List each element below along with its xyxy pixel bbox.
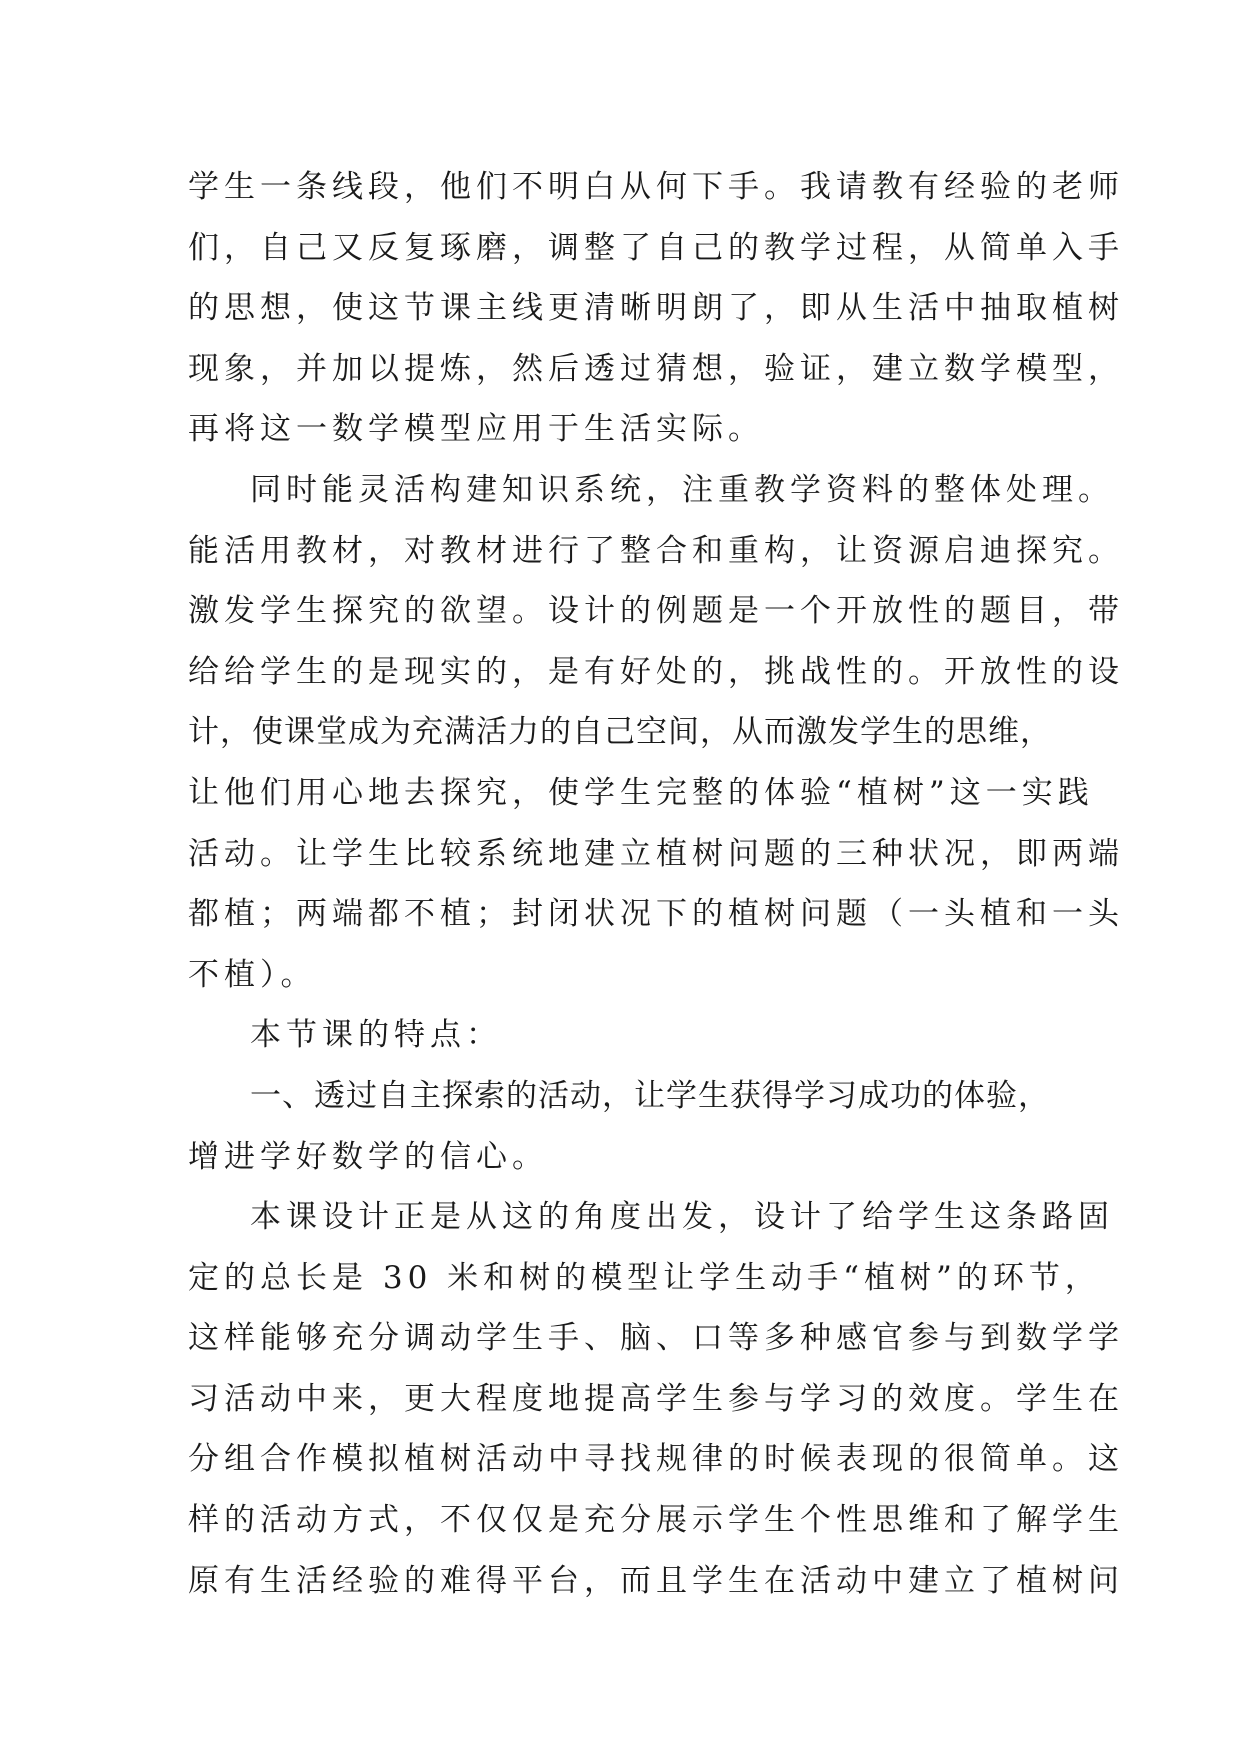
text-line: 样的活动方式，不仅仅是充分展示学生个性思维和了解学生 [188,1502,1124,1539]
text-line: 学生一条线段，他们不明白从何下手。我请教有经验的老师 [188,169,1124,205]
text-line: 增进学好数学的信心。 [188,1138,548,1175]
text-line: 这样能够充分调动学生手、脑、口等多种感官参与到数学学 [188,1320,1124,1357]
paragraph-start-line: 同时能灵活构建知识系统，注重教学资料的整体处理。 [250,471,1114,508]
text-line: 原有生活经验的难得平台，而且学生在活动中建立了植树问 [188,1562,1124,1599]
document-body [188,157,1124,1611]
text-line: 们，自己又反复琢磨，调整了自己的教学过程，从简单入手 [188,229,1124,266]
text-line: 再将这一数学模型应用于生活实际。 [188,411,764,448]
paragraph-start-line: 本课设计正是从这的角度出发，设计了给学生这条路固 [250,1199,1114,1236]
list-item-line: 一、透过自主探索的活动，让学生获得学习成功的体验， [250,1077,1050,1114]
text-line: 给给学生的是现实的，是有好处的，挑战性的。开放性的设 [188,653,1124,690]
text-line: 定的总长是 30 米和树的模型让学生动手“植树”的环节， [188,1259,1101,1296]
text-line: 习活动中来，更大程度地提高学生参与学习的效度。学生在 [188,1380,1124,1417]
text-line: 计，使课堂成为充满活力的自己空间，从而激发学生的思维， [188,714,1052,751]
text-line: 激发学生探究的欲望。设计的例题是一个开放性的题目，带 [188,593,1124,630]
text-line: 活动。让学生比较系统地建立植树问题的三种状况，即两端 [188,835,1124,872]
text-line: 现象，并加以提炼，然后透过猜想，验证，建立数学模型， [188,350,1124,387]
text-line: 能活用教材，对教材进行了整合和重构，让资源启迪探究。 [188,532,1124,569]
text-line: 让他们用心地去探究，使学生完整的体验“植树”这一实践 [188,774,1094,811]
text-line: 都植；两端都不植；封闭状况下的植树问题（一头植和一头 [188,896,1124,933]
text-line: 不植）。 [188,956,317,993]
text-line: 的思想，使这节课主线更清晰明朗了，即从生活中抽取植树 [188,290,1124,327]
text-line: 分组合作模拟植树活动中寻找规律的时候表现的很简单。这 [188,1441,1124,1478]
section-heading: 本节课的特点： [250,1017,502,1054]
